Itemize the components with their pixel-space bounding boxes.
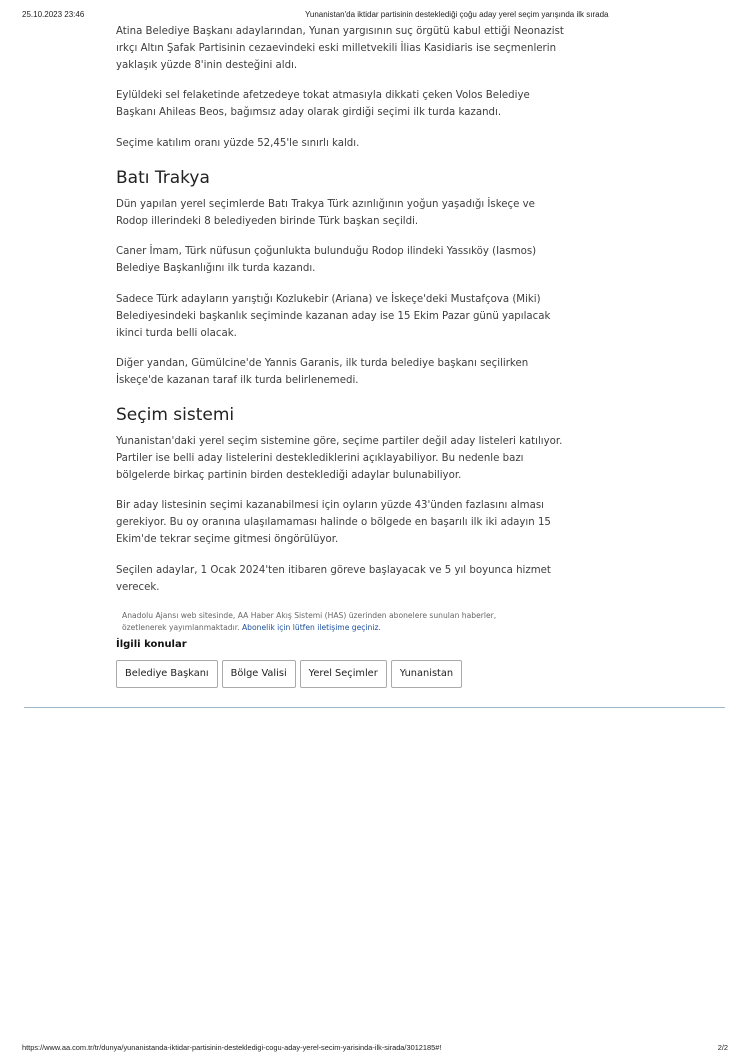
print-footer [22,1043,728,1055]
article-paragraph: Eylüldeki sel felaketinde afetzedeye tokat atmasıyla dikkati çeken Volos Belediye Başkanı Ahileas Beos, bağımsız aday olarak girdiği seçimi ilk turda kazandı. [116,90,530,119]
print-timestamp: 25.10.2023 23:46 [22,10,85,19]
notice-text: Anadolu Ajansı web sitesinde, AA Haber Akış Sistemi (HAS) üzerinden abonelere sunulan haberler, özetlenerek yayımlanmaktadır. [122,611,497,632]
section-heading-bati-trakya: Batı Trakya [116,167,210,188]
print-url: https://www.aa.com.tr/tr/dunya/yunanistanda-iktidar-partisinin-destekledigi-cogu-aday-yerel-secim-yarisinda-ilk-sirada/3012185#! [22,1043,442,1052]
article-paragraph: Sadece Türk adayların yarıştığı Kozlukebir (Ariana) ve İskeçe'deki Mustafçova (Miki) Belediyesindeki başkanlık seçiminde kazanan aday ise 15 Ekim Pazar günü yapılacak ikinci turda belli olacak. [116,293,551,339]
print-page-title: Yunanistan'da iktidar partisinin desteklediği çoğu aday yerel seçim yarışında ilk sırada [305,10,609,19]
article-paragraph: Dün yapılan yerel seçimlerde Batı Trakya Türk azınlığının yoğun yaşadığı İskeçe ve Rodop illerindeki 8 belediyeden birinde Türk başkan seçildi. [116,198,535,227]
article-paragraph: Diğer yandan, Gümülcine'de Yannis Garanis, ilk turda belediye başkanı seçilirken İskeçe'de kazanan taraf ilk turda belirlenemedi. [116,358,529,387]
related-topics-title: İlgili konular [116,639,187,651]
article-body [116,24,566,688]
subscription-notice [116,610,542,633]
tag-bolge-valisi[interactable]: Bölge Valisi [222,660,296,688]
article-paragraph: Caner İmam, Türk nüfusun çoğunlukta bulunduğu Rodop ilindeki Yassıköy (Iasmos) Belediye Başkanlığını ilk turda kazandı. [116,246,537,275]
print-page-number: 2/2 [717,1043,728,1052]
article-paragraph: Seçime katılım oranı yüzde 52,45'le sınırlı kaldı. [116,137,360,149]
tag-yerel-secimler[interactable]: Yerel Seçimler [300,660,387,688]
article-paragraph: Bir aday listesinin seçimi kazanabilmesi için oyların yüzde 43'ünden fazlasını alması gerekiyor. Bu oy oranına ulaşılamaması halinde o bölgede en başarılı ilk iki adayın 15 Ekim'de tekrar seçime gitmesi öngörülüyor. [116,500,551,545]
related-topics-tags [116,660,566,688]
tag-yunanistan[interactable]: Yunanistan [391,660,462,688]
article-paragraph: Yunanistan'daki yerel seçim sistemine göre, seçime partiler değil aday listeleri katılıyor. Partiler ise belli aday listelerini desteklediklerini açıklayabiliyor. Bu nedenle bazı bölgelerde birkaç partinin birden desteklediği adaylar bulunabiliyor. [116,435,563,481]
article-paragraph: Atina Belediye Başkanı adaylarından, Yunan yargısının suç örgütü kabul ettiği Neonazist ırkçı Altın Şafak Partisinin cezaevindeki eski milletvekili İlias Kasidiaris ise seçmenlerin yaklaşık yüzde 8'inin desteğini aldı. [116,26,564,71]
subscription-contact-link[interactable]: Abonelik için lütfen iletişime geçiniz. [241,622,381,632]
section-heading-secim-sistemi: Seçim sistemi [116,404,235,425]
print-header [22,10,728,24]
article-paragraph: Seçilen adaylar, 1 Ocak 2024'ten itibaren göreve başlayacak ve 5 yıl boyunca hizmet verecek. [116,564,551,593]
content-divider [24,707,725,708]
tag-belediye-baskani[interactable]: Belediye Başkanı [116,660,218,688]
